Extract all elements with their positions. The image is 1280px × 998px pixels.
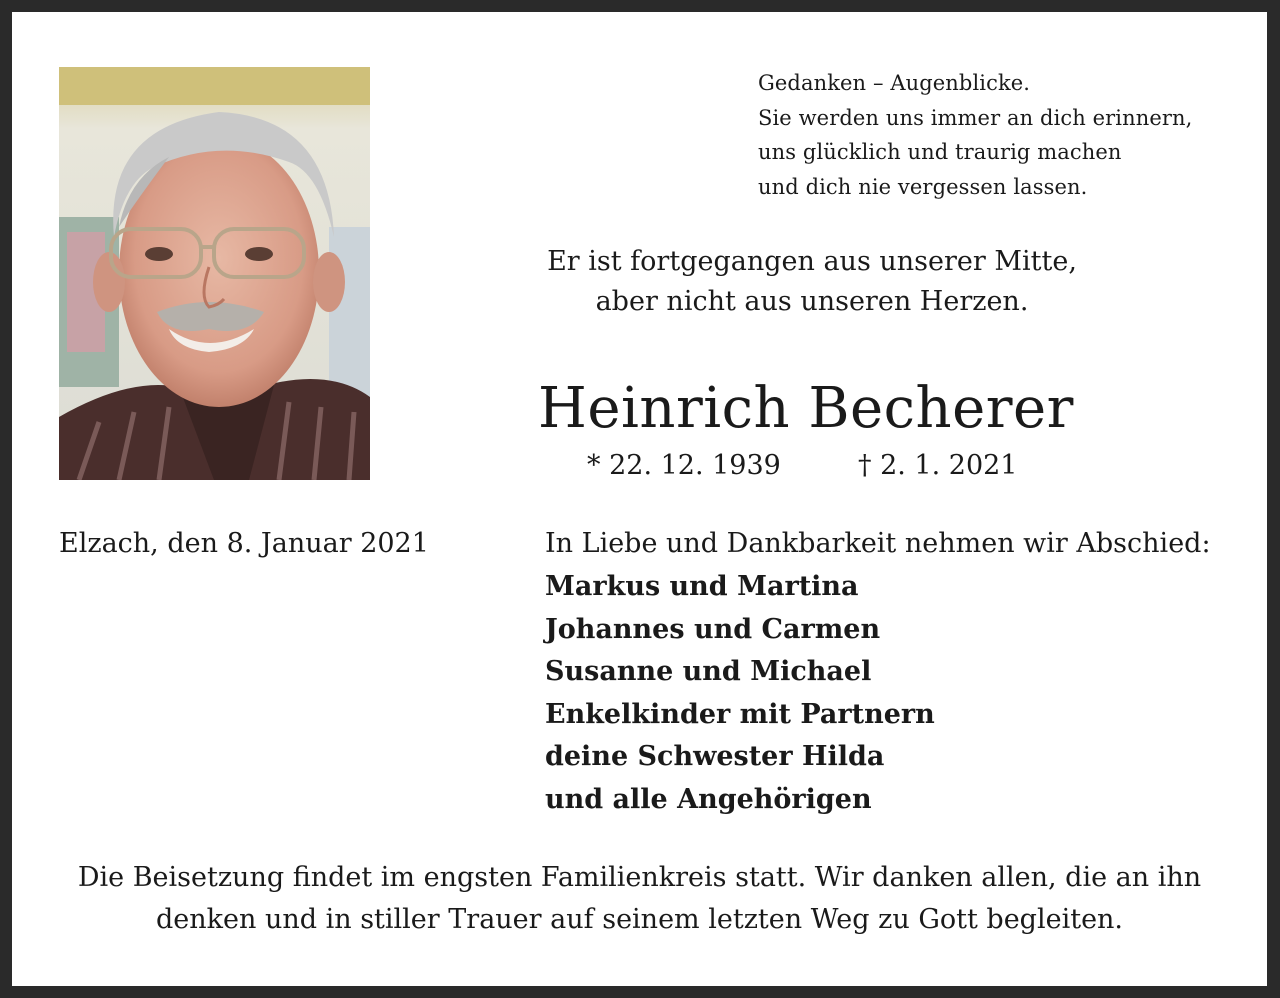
poem-line: und dich nie vergessen lassen. xyxy=(758,174,1088,199)
footer-line: denken und in stiller Trauer auf seinem letzten Weg zu Gott begleiten. xyxy=(155,904,1124,935)
mourner-entry: Enkelkinder mit Partnern xyxy=(545,698,935,730)
footer-line: Die Beisetzung findet im engsten Familienkreis statt. Wir danken allen, die an ihn xyxy=(77,862,1202,893)
funeral-notice xyxy=(42,857,1237,941)
mourners-list xyxy=(545,566,935,822)
death-date: † 2. 1. 2021 xyxy=(858,450,1018,481)
mourner-entry: Johannes und Carmen xyxy=(545,613,881,645)
mourner-entry: deine Schwester Hilda xyxy=(545,741,885,773)
deceased-name: Heinrich Becherer xyxy=(538,376,1074,441)
portrait-photo xyxy=(59,67,370,480)
mourner-entry: Susanne und Michael xyxy=(545,656,872,688)
place-and-date: Elzach, den 8. Januar 2021 xyxy=(59,528,429,559)
quote-line: Er ist fortgegangen aus unserer Mitte, xyxy=(547,246,1077,277)
poem-line: uns glücklich und traurig machen xyxy=(758,140,1122,164)
memorial-quote xyxy=(532,242,1092,322)
poem-line: Gedanken – Augenblicke. xyxy=(758,71,1031,95)
birth-date: * 22. 12. 1939 xyxy=(587,450,781,481)
poem-verse xyxy=(758,66,1192,204)
mourner-entry: und alle Angehörigen xyxy=(545,783,872,815)
poem-line: Sie werden uns immer an dich erinnern, xyxy=(758,105,1193,130)
quote-line: aber nicht aus unseren Herzen. xyxy=(595,286,1029,317)
farewell-line: In Liebe und Dankbarkeit nehmen wir Abschied: xyxy=(545,528,1211,559)
mourner-entry: Markus und Martina xyxy=(545,571,859,602)
obituary-card xyxy=(12,12,1267,986)
